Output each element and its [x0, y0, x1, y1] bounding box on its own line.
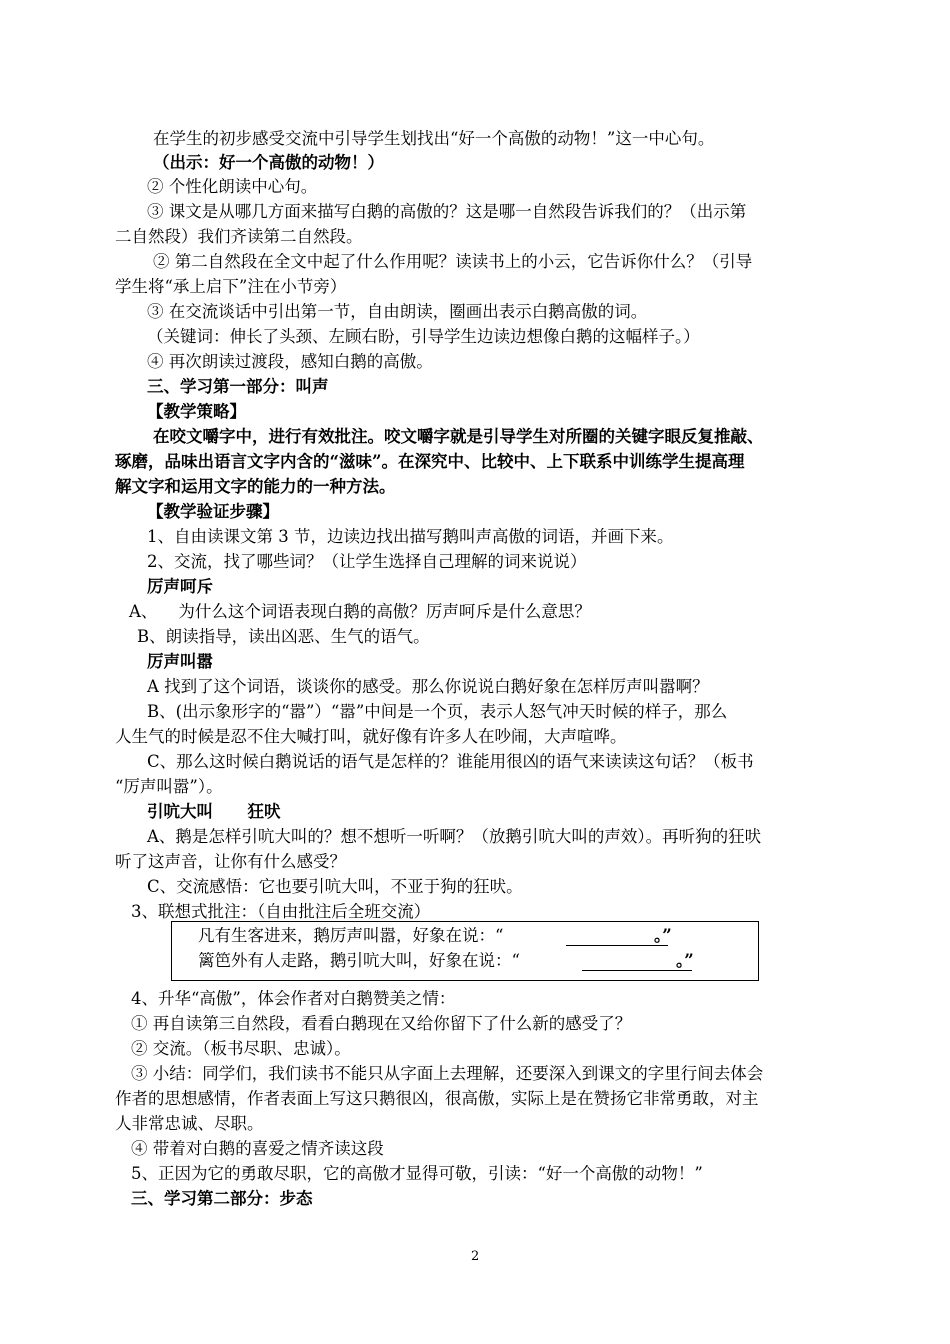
text-line: 人非常忠诚、尽职。 — [115, 1114, 264, 1133]
box-text-line: 凡有生客进来，鹅厉声叫嚣，好象在说：“ — [198, 926, 504, 945]
text-line: ③ 在交流谈话中引出第一节，自由朗读，圈画出表示白鹅高傲的词。 — [147, 302, 648, 321]
text-line: A、鹅是怎样引吭大叫的？想不想听一听啊？（放鹅引吭大叫的声效）。再听狗的狂吠 — [147, 827, 762, 846]
text-line: ③ 小结：同学们，我们读书不能只从字面上去理解，还要深入到课文的字里行间去体会 — [131, 1064, 764, 1083]
keyword-heading: 厉声叫嚣 — [147, 652, 213, 671]
section-heading: 三、学习第二部分：步态 — [131, 1189, 313, 1208]
fill-blank[interactable] — [566, 925, 668, 946]
text-line: 听了这声音，让你有什么感受？ — [115, 852, 346, 871]
text-line: C、交流感悟：它也要引吭大叫，不亚于狗的狂吠。 — [147, 877, 523, 896]
text-line: 作者的思想感情，作者表面上写这只鹅很凶，很高傲，实际上是在赞扬它非常勇敢，对主 — [115, 1089, 759, 1108]
text-line: ② 第二自然段在全文中起了什么作用呢？读读书上的小云，它告诉你什么？（引导 — [153, 252, 753, 271]
subheading: 【教学策略】 — [147, 402, 246, 421]
text-line: （关键词：伸长了头颈、左顾右盼，引导学生边读边想像白鹅的这幅样子。） — [147, 327, 700, 346]
text-line: 解文字和运用文字的能力的一种方法。 — [115, 477, 396, 496]
box-text-line: 。” — [654, 926, 672, 945]
subheading: 【教学验证步骤】 — [147, 502, 279, 521]
text-line: 在咬文嚼字中，进行有效批注。咬文嚼字就是引导学生对所圈的关键字眼反复推敲、 — [153, 427, 764, 446]
text-line: ④ 再次朗读过渡段，感知白鹅的高傲。 — [147, 352, 433, 371]
text-line: 学生将“承上启下”注在小节旁） — [115, 277, 347, 296]
text-line: ② 交流。（板书尽职、忠诚）。 — [131, 1039, 351, 1058]
text-line: ② 个性化朗读中心句。 — [147, 177, 318, 196]
text-line: （出示：好一个高傲的动物！） — [153, 153, 384, 172]
text-line: 3、联想式批注：（自由批注后全班交流） — [131, 902, 431, 921]
text-line: 二自然段）我们齐读第二自然段。 — [115, 227, 363, 246]
box-text-line: 。” — [676, 951, 694, 970]
text-line: C、那么这时候白鹅说话的语气是怎样的？谁能用很凶的语气来读读这句话？（板书 — [147, 752, 754, 771]
text-line: ④ 带着对白鹅的喜爱之情齐读这段 — [131, 1139, 384, 1158]
text-line: A 找到了这个词语，谈谈你的感受。那么你说说白鹅好象在怎样厉声叫嚣啊？ — [147, 677, 709, 696]
text-line: 5、正因为它的勇敢尽职，它的高傲才显得可敬，引读：“好一个高傲的动物！” — [131, 1164, 703, 1183]
text-line: ③ 课文是从哪几方面来描写白鹅的高傲的？这是哪一自然段告诉我们的？（出示第 — [147, 202, 747, 221]
box-text-line: 篱笆外有人走路，鹅引吭大叫，好象在说：“ — [198, 951, 520, 970]
text-line: A、 为什么这个词语表现白鹅的高傲？厉声呵斥是什么意思？ — [129, 602, 591, 621]
text-line: 人生气的时候是忍不住大喊打叫，就好像有许多人在吵闹，大声喧哗。 — [115, 727, 627, 746]
keyword-heading: 引吭大叫 狂吠 — [147, 802, 281, 821]
text-line: 琢磨，品味出语言文字内含的“滋味”。在深究中、比较中、上下联系中训练学生提高理 — [115, 452, 745, 471]
text-line: B、朗读指导，读出凶恶、生气的语气。 — [137, 627, 430, 646]
page-number: 2 — [471, 1249, 480, 1264]
text-line: 2、交流，找了哪些词？（让学生选择自己理解的词来说说） — [147, 552, 587, 571]
text-line: B、(出示象形字的“嚣”）“嚣”中间是一个页，表示人怒气冲天时候的样子，那么 — [147, 702, 728, 721]
text-line: 在学生的初步感受交流中引导学生划找出“好一个高傲的动物！”这一中心句。 — [153, 129, 715, 148]
text-line: “厉声叫嚣”）。 — [115, 777, 223, 796]
keyword-heading: 厉声呵斥 — [147, 577, 213, 596]
text-line: ① 再自读第三自然段，看看白鹅现在又给你留下了什么新的感受了？ — [131, 1014, 632, 1033]
text-line: 4、升华“高傲”，体会作者对白鹅赞美之情： — [131, 989, 456, 1008]
text-line: 1、自由读课文第 3 节，边读边找出描写鹅叫声高傲的词语，并画下来。 — [147, 527, 674, 546]
section-heading: 三、学习第一部分：叫声 — [147, 377, 329, 396]
